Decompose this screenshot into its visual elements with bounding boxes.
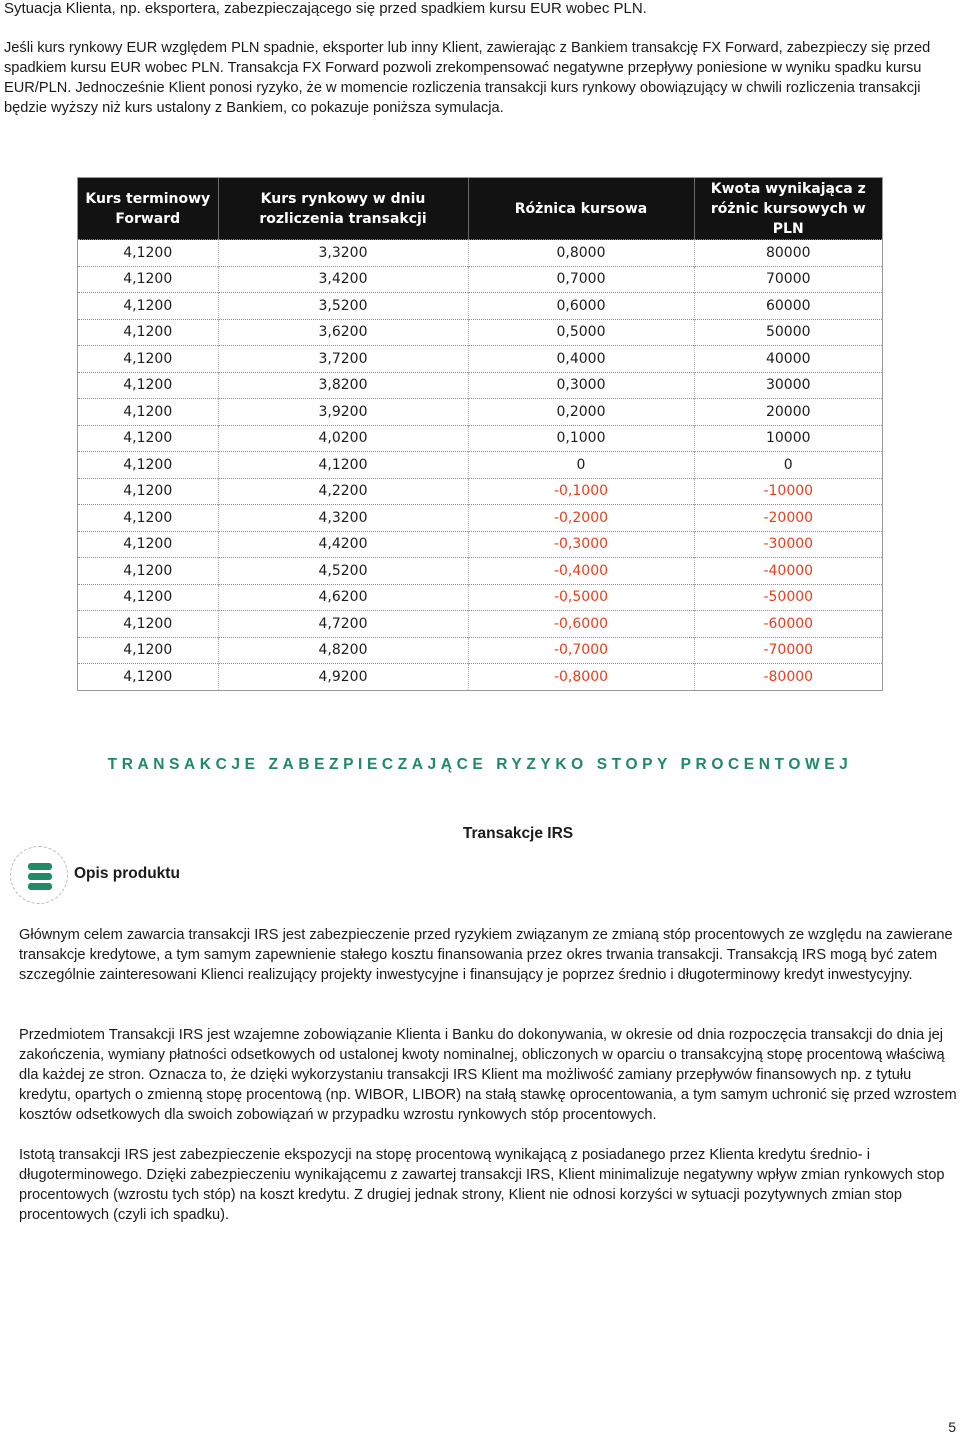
menu-lines-icon: [10, 846, 68, 904]
irs-paragraph-subject: Przedmiotem Transakcji IRS jest wzajemne zobowiązanie Klienta i Banku do dokonywania, w okresie od dnia rozpoczęcia transakcji do dnia jej zakończenia, wymiany płatności odsetkowych od ustalonej kwoty nominalnej, obliczonych w oparciu o transakcyjną stopę procentową właściwą dla każdej ze stron. Oznacza to, że dzięki wykorzystaniu transakcji IRS Klient ma możliwość zamiany przepływów finansowych np. z tytułu kredytu, opartych o zmienną stopę procentową (np. WIBOR, LIBOR) na stałą stawkę oprocentowania, a tym samym uchronić się przed wzrostem kosztów odsetkowych dla swoich zobowiązań w przypadku wzrostu rynkowych stóp procentowych.: [19, 1027, 957, 1123]
table-row: [78, 558, 882, 585]
forward-rate-cell: 4,1200: [78, 584, 218, 611]
rate-difference-cell: -0,8000: [468, 664, 694, 690]
rate-difference-cell: 0,7000: [468, 266, 694, 293]
section-title: TRANSAKCJE ZABEZPIECZAJĄCE RYZYKO STOPY PROCENTOWEJ: [107, 756, 853, 773]
amount-pln-cell: 50000: [694, 319, 882, 346]
column-header-forward-rate: Kurs terminowy Forward: [78, 178, 218, 240]
menu-line: [28, 873, 52, 880]
table-row: [78, 266, 882, 293]
column-header-amount-pln: Kwota wynikająca z różnic kursowych w PLN: [694, 178, 882, 240]
amount-pln-cell: 40000: [694, 346, 882, 373]
irs-paragraph-goal: Głównym celem zawarcia transakcji IRS jest zabezpieczenie przed ryzykiem związanym ze zmianą stóp procentowych ze względu na zawierane transakcje kredytowe, a tym samym zapewnienie stałego kosztu finansowania przez okres trwania transakcji. Transakcją IRS mogą być zatem szczególnie zainteresowani Klienci realizujący projekty inwestycyjne i finansujący je poprzez średnio i długoterminowy kredyt inwestycyjny.: [19, 927, 953, 983]
market-rate-cell: 3,8200: [218, 372, 468, 399]
table-body: [78, 240, 882, 690]
rate-difference-cell: 0,1000: [468, 425, 694, 452]
table-header-row: [78, 178, 882, 240]
rate-difference-cell: 0,5000: [468, 319, 694, 346]
forward-rate-cell: 4,1200: [78, 319, 218, 346]
market-rate-cell: 4,7200: [218, 611, 468, 638]
forward-rate-cell: 4,1200: [78, 558, 218, 585]
forward-rate-cell: 4,1200: [78, 531, 218, 558]
column-header-market-rate: Kurs rynkowy w dniu rozliczenia transakcji: [218, 178, 468, 240]
market-rate-cell: 4,0200: [218, 425, 468, 452]
rate-difference-cell: -0,2000: [468, 505, 694, 532]
rates-table: [78, 178, 882, 690]
table-row: [78, 584, 882, 611]
fx-forward-simulation-table: [77, 177, 883, 691]
amount-pln-cell: -20000: [694, 505, 882, 532]
amount-pln-cell: -10000: [694, 478, 882, 505]
menu-line: [28, 863, 52, 870]
market-rate-cell: 3,9200: [218, 399, 468, 426]
irs-paragraph-essence: Istotą transakcji IRS jest zabezpieczenie ekspozycji na stopę procentową wynikającą z posiadanego przez Klienta kredytu średnio- i długoterminowego. Dzięki zabezpieczeniu wynikającemu z zawartej transakcji IRS, Klient minimalizuje negatywny wpływ zmian rynkowych stop procentowych (wzrostu tych stóp) na koszt kredytu. Z drugiej jednak strony, Klient nie odnosi korzyści w sytuacji pozytywnych zmian stop procentowych (czyli ich spadku).: [19, 1147, 945, 1223]
amount-pln-cell: -40000: [694, 558, 882, 585]
table-row: [78, 346, 882, 373]
table-row: [78, 505, 882, 532]
table-row: [78, 637, 882, 664]
forward-rate-cell: 4,1200: [78, 399, 218, 426]
forward-rate-cell: 4,1200: [78, 372, 218, 399]
market-rate-cell: 3,5200: [218, 293, 468, 320]
forward-rate-cell: 4,1200: [78, 637, 218, 664]
amount-pln-cell: 0: [694, 452, 882, 479]
market-rate-cell: 3,6200: [218, 319, 468, 346]
rate-difference-cell: -0,6000: [468, 611, 694, 638]
rate-difference-cell: 0: [468, 452, 694, 479]
amount-pln-cell: 30000: [694, 372, 882, 399]
market-rate-cell: 4,3200: [218, 505, 468, 532]
menu-line: [28, 883, 52, 890]
table-row: [78, 240, 882, 267]
intro-paragraph: Jeśli kurs rynkowy EUR względem PLN spadnie, eksporter lub inny Klient, zawierając z Bankiem transakcję FX Forward, zabezpieczy się przed spadkiem kursu EUR wobec PLN. Transakcja FX Forward pozwoli zrekompensować negatywne przepływy poniesione w wyniku spadku kursu EUR/PLN. Jednocześnie Klient ponosi ryzyko, że w momencie rozliczenia transakcji kurs rynkowy obowiązujący w chwili rozliczenia transakcji będzie wyższy niż kurs ustalony z Bankiem, co pokazuje poniższa symulacja.: [4, 40, 931, 116]
table-row: [78, 478, 882, 505]
rate-difference-cell: -0,3000: [468, 531, 694, 558]
table-row: [78, 611, 882, 638]
rate-difference-cell: -0,4000: [468, 558, 694, 585]
amount-pln-cell: -60000: [694, 611, 882, 638]
rate-difference-cell: -0,7000: [468, 637, 694, 664]
forward-rate-cell: 4,1200: [78, 266, 218, 293]
product-description-label: Opis produktu: [74, 865, 180, 882]
amount-pln-cell: -50000: [694, 584, 882, 611]
table-row: [78, 293, 882, 320]
rate-difference-cell: -0,5000: [468, 584, 694, 611]
rate-difference-cell: 0,3000: [468, 372, 694, 399]
intro-heading: Sytuacja Klienta, np. eksportera, zabezpieczającego się przed spadkiem kursu EUR wobec PLN.: [4, 0, 647, 17]
table-row: [78, 399, 882, 426]
market-rate-cell: 4,4200: [218, 531, 468, 558]
market-rate-cell: 3,4200: [218, 266, 468, 293]
amount-pln-cell: -70000: [694, 637, 882, 664]
amount-pln-cell: 20000: [694, 399, 882, 426]
rate-difference-cell: 0,6000: [468, 293, 694, 320]
page-number: 5: [948, 1419, 956, 1435]
market-rate-cell: 4,5200: [218, 558, 468, 585]
column-header-rate-difference: Różnica kursowa: [468, 178, 694, 240]
forward-rate-cell: 4,1200: [78, 425, 218, 452]
table-row: [78, 531, 882, 558]
market-rate-cell: 4,6200: [218, 584, 468, 611]
market-rate-cell: 4,1200: [218, 452, 468, 479]
table-row: [78, 425, 882, 452]
table-row: [78, 372, 882, 399]
forward-rate-cell: 4,1200: [78, 505, 218, 532]
rate-difference-cell: -0,1000: [468, 478, 694, 505]
rate-difference-cell: 0,2000: [468, 399, 694, 426]
market-rate-cell: 4,2200: [218, 478, 468, 505]
forward-rate-cell: 4,1200: [78, 664, 218, 690]
amount-pln-cell: -80000: [694, 664, 882, 690]
rate-difference-cell: 0,8000: [468, 240, 694, 267]
market-rate-cell: 4,8200: [218, 637, 468, 664]
forward-rate-cell: 4,1200: [78, 478, 218, 505]
amount-pln-cell: 70000: [694, 266, 882, 293]
table-row: [78, 319, 882, 346]
amount-pln-cell: 80000: [694, 240, 882, 267]
amount-pln-cell: 60000: [694, 293, 882, 320]
forward-rate-cell: 4,1200: [78, 240, 218, 267]
amount-pln-cell: 10000: [694, 425, 882, 452]
forward-rate-cell: 4,1200: [78, 452, 218, 479]
table-row: [78, 664, 882, 690]
forward-rate-cell: 4,1200: [78, 346, 218, 373]
market-rate-cell: 3,3200: [218, 240, 468, 267]
table-row: [78, 452, 882, 479]
forward-rate-cell: 4,1200: [78, 293, 218, 320]
market-rate-cell: 4,9200: [218, 664, 468, 690]
forward-rate-cell: 4,1200: [78, 611, 218, 638]
irs-title: Transakcje IRS: [462, 825, 574, 842]
rate-difference-cell: 0,4000: [468, 346, 694, 373]
market-rate-cell: 3,7200: [218, 346, 468, 373]
amount-pln-cell: -30000: [694, 531, 882, 558]
